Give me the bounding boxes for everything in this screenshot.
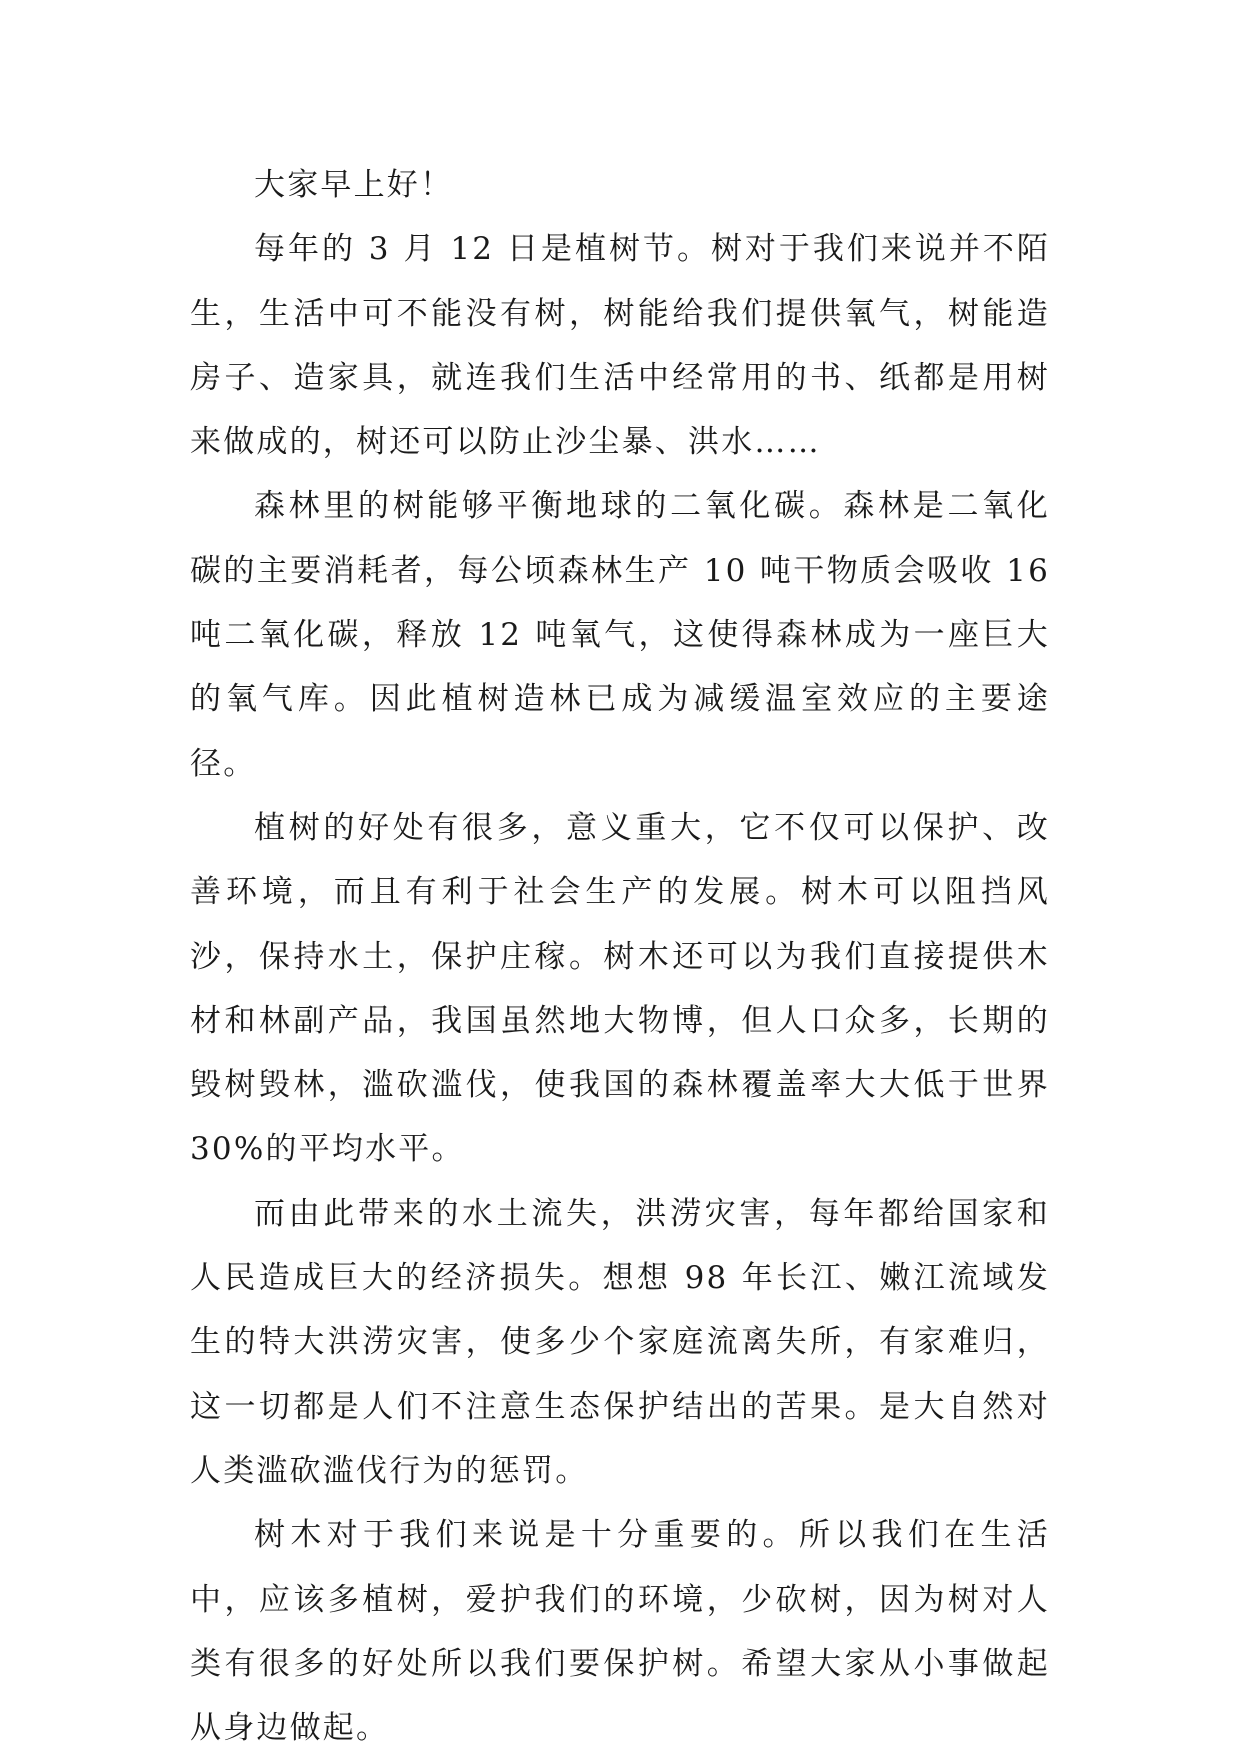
speech-body [190,153,1050,1760]
paragraph-forest-carbon: 森林里的树能够平衡地球的二氧化碳。森林是二氧化碳的主要消耗者，每公顷森林生产 10 吨干物质会吸收 16 吨二氧化碳，释放 12 吨氧气，这使得森林成为一座巨大的氧气库。因此植树造林已成为减缓温室效应的主要途径。 [190,488,1050,782]
greeting-paragraph: 大家早上好！ [254,167,454,203]
paragraph-benefits: 植树的好处有很多，意义重大，它不仅可以保护、改善环境，而且有利于社会生产的发展。树木可以阻挡风沙，保持水土，保护庄稼。树木还可以为我们直接提供木材和林副产品，我国虽然地大物博，但人口众多，长期的毁树毁林，滥砍滥伐，使我国的森林覆盖率大大低于世界 30%的平均水平。 [190,809,1050,1168]
paragraph-conclusion: 树木对于我们来说是十分重要的。所以我们在生活中，应该多植树，爱护我们的环境，少砍树，因为树对人类有很多的好处所以我们要保护树。希望大家从小事做起从身边做起。 [190,1517,1050,1747]
paragraph-arbor-day: 每年的 3 月 12 日是植树节。树对于我们来说并不陌生，生活中可不能没有树，树能给我们提供氧气，树能造房子、造家具，就连我们生活中经常用的书、纸都是用树来做成的，树还可以防止沙尘暴、洪水…… [190,231,1050,461]
paragraph-flood-losses: 而由此带来的水土流失，洪涝灾害，每年都给国家和人民造成巨大的经济损失。想想 98 年长江、嫩江流域发生的特大洪涝灾害，使多少个家庭流离失所，有家难归，这一切都是人们不注意生态保护结出的苦果。是大自然对人类滥砍滥伐行为的惩罚。 [190,1195,1050,1489]
